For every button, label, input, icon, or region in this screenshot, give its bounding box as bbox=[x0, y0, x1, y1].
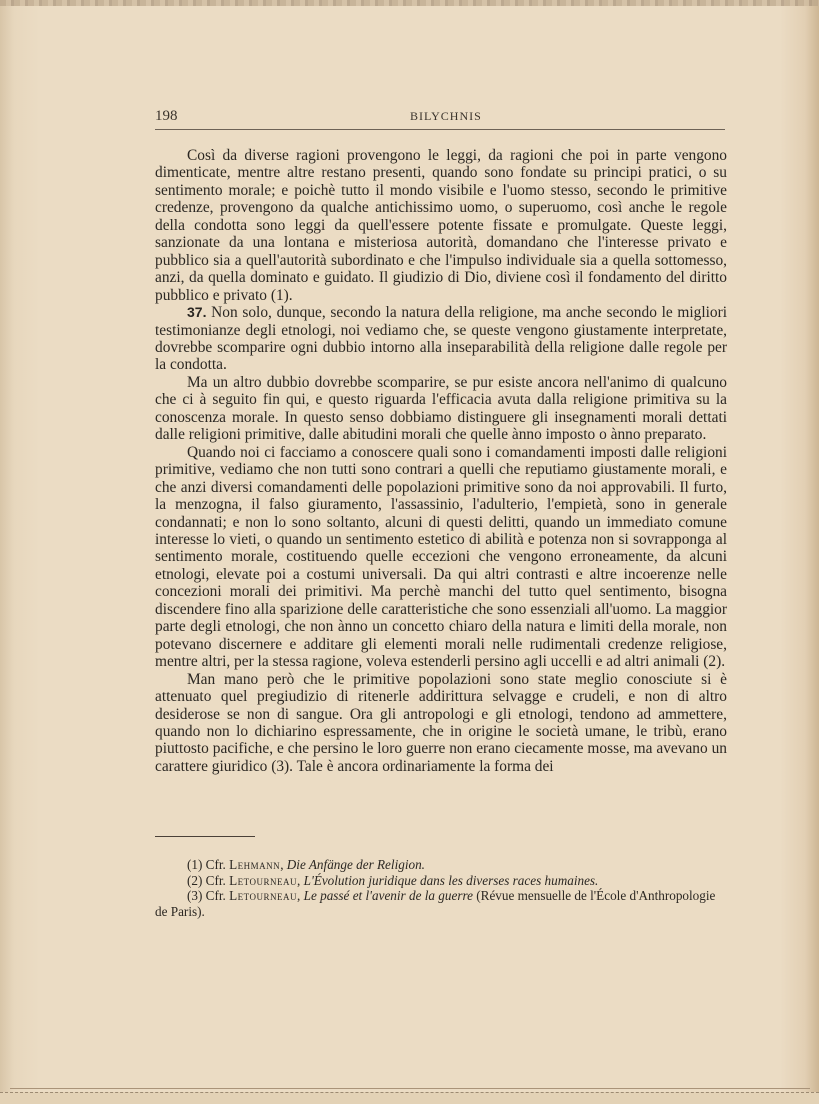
paragraph-5: Man mano però che le primitive popolazioni sono state meglio conosciute si è attenuato quel pregiudizio di ritenerle addirittura selvagge e crudeli, e non di altro desiderose se non di sangue. Ora gli antropologi e gli etnologi, tendono ad ammettere, quando non lo dichiarino espressamente, che in origine le società umane, le tribù, erano piuttosto pacifiche, e che persino le loro guerre non erano ciecamente mosse, ma avevano un carattere giuridico (3). Tale è ancora ordinariamente la forma dei bbox=[155, 670, 727, 775]
footnote-1-sep: , bbox=[280, 857, 287, 872]
footnote-rule bbox=[155, 836, 255, 837]
page-top-edge bbox=[0, 0, 819, 6]
section-number: 37. bbox=[187, 304, 207, 321]
footnote-2-num: (2) Cfr. bbox=[187, 872, 230, 888]
footnote-2-author: Letourneau bbox=[229, 872, 298, 888]
footnote-3-rest: (Révue mensuelle de l'École d'Anthropologie de Paris). bbox=[155, 888, 716, 919]
paragraph-3: Ma un altro dubbio dovrebbe scomparire, se pur esiste ancora nell'animo di qualcuno che ci à seguito fin qui, e questo riguarda l'efficacia avuta dalla religione primitiva su la conoscenza morale. In questo senso dobbiamo distinguere gli insegnamenti morali dettati dalle religioni primitive, dalle abitudini morali che quelle ànno imposto o ànno preparato. bbox=[155, 373, 727, 444]
footnotes bbox=[155, 857, 727, 919]
footnote-3-title: Le passé et l'avenir de la guerre bbox=[303, 888, 473, 904]
running-head: BILYCHNIS bbox=[410, 109, 482, 123]
page-header bbox=[155, 108, 725, 128]
footnote-3-sep: , bbox=[297, 888, 304, 904]
header-rule bbox=[155, 129, 725, 130]
paragraph-1: Così da diverse ragioni provengono le leggi, da ragioni che poi in parte vengono dimenticate, mentre altre restano presenti, quando sono fondate su principi pratici, o su sentimento morale; e poichè tutto il mondo visibile e l'uomo stesso, secondo le primitive credenze, provengono da qualche antichissimo uomo, o superuomo, così anche le regole della condotta sono leggi da quell'essere potente fissate e promulgate. Queste leggi, sanzionate da una lontana e misteriosa autorità, domandano che l'interesse privato e pubblico sia a quell'autorità subordinato e che l'impulso individuale sia a quella sottomesso, anzi, da quella dominato e guidato. Il giudizio di Dio, diviene così il fondamento del diritto pubblico e privato (1). bbox=[155, 147, 727, 304]
footnote-2-sep: , bbox=[297, 872, 304, 888]
footnote-1-title: Die Anfänge der Religion. bbox=[286, 857, 425, 872]
footnote-2-title: L'Évolution juridique dans les diverses races humaines. bbox=[303, 872, 599, 888]
page-bottom-edge bbox=[0, 1092, 819, 1104]
footnote-3-num: (3) Cfr. bbox=[187, 888, 230, 904]
footnote-2 bbox=[155, 873, 727, 889]
footnote-3-author: Letourneau bbox=[229, 888, 298, 904]
paragraph-2 bbox=[155, 304, 727, 374]
paragraph-4: Quando noi ci facciamo a conoscere quali sono i comandamenti imposti dalle religioni primitive, vediamo che non tutti sono contrari a quelli che reputiamo giustamente morali, e che anzi diversi comandamenti delle popolazioni primitive sono da noi approvabili. Il furto, la menzogna, il falso giuramento, l'assassinio, l'adulterio, l'empietà, sono in generale condannati; e non lo sono soltanto, alcuni di questi delitti, quando un immediato comune interesse lo vieti, o quando un sentimento estetico di abilità e potenza non si sovrapponga al sentimento morale, costituendo quelle eccezioni che vengono erroneamente, da alcuni etnologi, elevate poi a costumi universali. Da qui altri contrasti e altre incoerenze nelle concezioni morali dei primitivi. Ma perchè manchi del tutto quel sentimento, bisogna discendere fino alla sparizione delle caratteristiche che sono essenziali all'uomo. La maggior parte degli etnologi, che non ànno un concetto chiaro della natura e limiti della morale, non potevano discernere e additare gli elementi morali nelle rudimentali credenze religiose, mentre altri, per la stessa ragione, voleva estenderli persino agli uccelli e ad altri animali (2). bbox=[155, 443, 727, 671]
paragraph-2-text: Non solo, dunque, secondo la natura della religione, ma anche secondo le migliori testimonianze degli etnologi, noi vediamo che, se queste vengono giustamente interpretate, dovrebbe scomparire ogni dubbio intorno alla inseparabilità della religione dalle regole per la condotta. bbox=[155, 304, 727, 374]
bottom-rule bbox=[10, 1088, 810, 1089]
footnote-1-num: (1) Cfr. bbox=[187, 857, 230, 872]
footnote-1 bbox=[155, 857, 727, 873]
footnote-3 bbox=[155, 888, 727, 919]
footnote-1-author: Lehmann bbox=[229, 857, 281, 872]
body-text bbox=[155, 147, 727, 775]
page-number: 198 bbox=[155, 108, 178, 124]
